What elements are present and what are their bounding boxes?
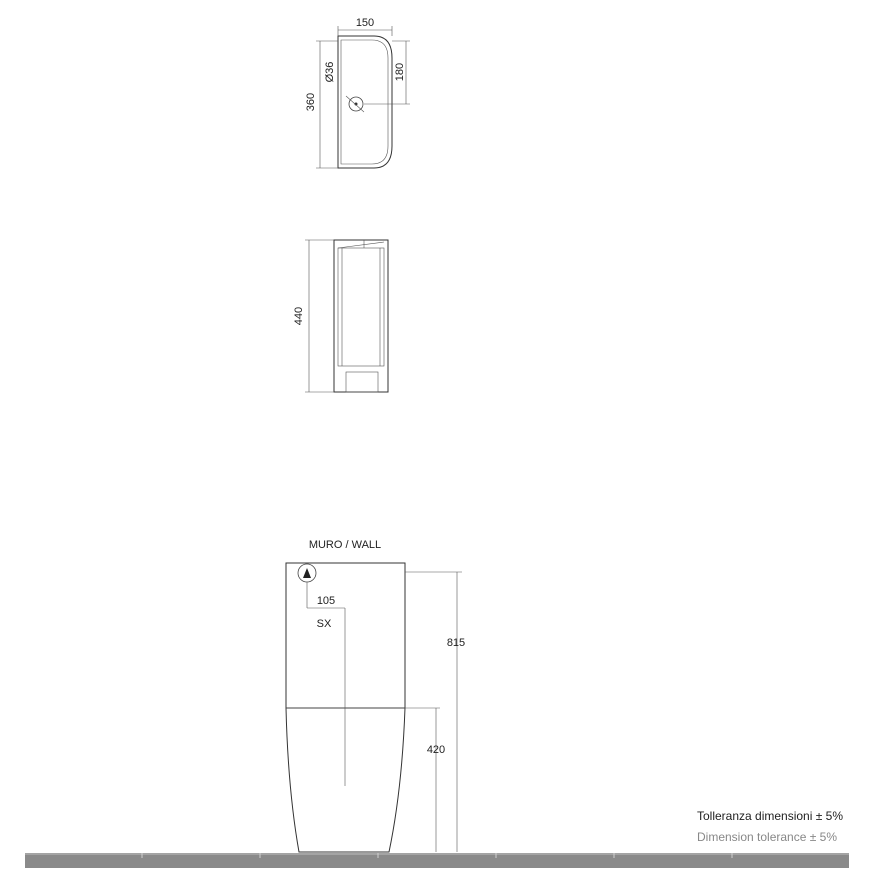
front-lower-body	[286, 708, 405, 852]
side-height-dim-label: 440	[293, 306, 305, 326]
front-drain-arrow-icon	[303, 568, 311, 578]
front-upper-body	[286, 563, 405, 708]
front-view	[286, 539, 465, 852]
offset-dim-label: 105	[316, 595, 336, 607]
depth-dim-label: 360	[305, 92, 317, 112]
wall-label: MURO / WALL	[308, 539, 382, 551]
hole-dim-label: Ø36	[324, 61, 336, 83]
top-view-outline	[338, 36, 392, 168]
top-view-inner-outline	[341, 40, 388, 164]
side-view-foot	[346, 372, 378, 392]
base-height-dim-label: 420	[426, 744, 446, 756]
tolerance-it: Tolleranza dimensioni ± 5%	[697, 809, 843, 823]
half-depth-dim-label: 180	[394, 62, 406, 82]
top-view	[305, 17, 410, 168]
floor-bar	[25, 853, 849, 868]
floor	[25, 853, 849, 868]
width-dim-label: 150	[355, 17, 375, 29]
total-height-dim-label: 815	[446, 637, 466, 649]
side-view	[293, 240, 388, 392]
side-view-inner	[338, 248, 384, 366]
tolerance-en: Dimension tolerance ± 5%	[697, 830, 837, 844]
side-label: SX	[316, 618, 332, 630]
